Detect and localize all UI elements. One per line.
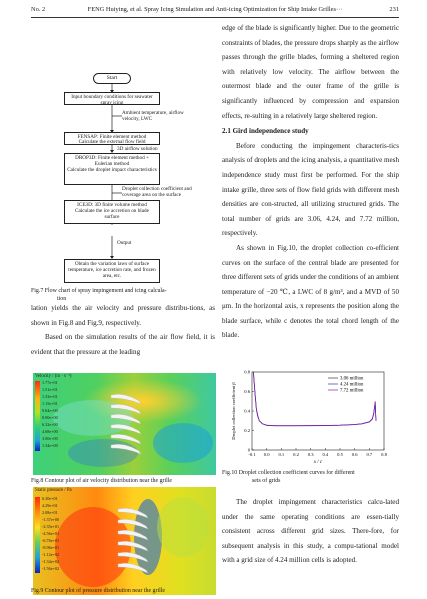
colorbar-level-label: -1.34e+02 (42, 559, 60, 564)
flowchart-note-conditions: Ambient temperature, airflow velocity, LWC (122, 110, 184, 123)
y-axis-label: Droplet collection coefficient β (231, 382, 236, 440)
fig9-colorbar-title: Static pressure / Pa (35, 488, 72, 493)
colorbar-level-label: 9.64e+00 (42, 408, 58, 413)
right-column-text-bottom (222, 495, 399, 568)
note3-line2: coverage area on the surface (122, 192, 182, 199)
fig10-legend (328, 377, 364, 394)
colorbar-level-label: 4.68e+00 (42, 429, 58, 434)
fig8-velocity-contour (33, 373, 216, 475)
colorbar-level-label: 1.77e+01 (42, 380, 58, 385)
plot-frame (252, 372, 384, 450)
ice3d-line1: ICE3D: 3D finite volume method (77, 202, 147, 208)
colorbar-level-label: 3.00e+00 (42, 436, 58, 441)
fig10-chart (224, 366, 392, 466)
left-column-text (31, 301, 215, 359)
colorbar-level-label: -1.56e+02 (42, 566, 60, 571)
legend-label: 7.72 million (340, 388, 364, 394)
fig9-caption: Fig.9 Contour plot of pressure distribution near the grille (31, 588, 165, 594)
page-number: 231 (389, 6, 399, 13)
fig9-pressure-contour (33, 487, 216, 595)
x-tick-label: 0.4 (322, 452, 329, 457)
flowchart-start: Start (93, 73, 131, 84)
legend-label: 3.06 million (340, 376, 364, 382)
fig8-contour-image (33, 373, 216, 475)
fig10-caption (222, 469, 399, 485)
drop3d-line3: Calculate the droplet impact characteristics (67, 167, 157, 174)
right-column-text-top (222, 21, 399, 343)
fensap-line2: Calculate the external flow field (78, 139, 146, 145)
x-tick-label: 0.6 (351, 452, 358, 457)
colorbar-level-label: 1.34e+00 (42, 443, 58, 448)
colorbar-level-label: 6.30e+01 (42, 496, 58, 501)
colorbar-level-label: 1.33e+01 (42, 394, 58, 399)
y-tick-label: 0 (247, 447, 250, 453)
flowchart-box-drop3d (64, 153, 160, 185)
colorbar-level-label: -4.56e+01 (42, 531, 60, 536)
colorbar-level-label: 1.15e+01 (42, 401, 58, 406)
fig8-caption: Fig.8 Contour plot of air velocity distribution near the grille (31, 478, 173, 484)
drop3d-line1: DROP3D: Finite element method + (75, 155, 149, 161)
fig10-caption-line1: Fig.10 Droplet collection coefficient curves for different (222, 470, 355, 476)
colorbar-level-label: 8.00e+00 (42, 415, 58, 420)
fig7-caption-line1: Fig.7 Flow chart of spray impingement and icing calcula- (31, 288, 167, 294)
x-axis-label: x / c (313, 460, 323, 465)
colorbar-level-label: -1.12e+02 (42, 552, 60, 557)
colorbar-level-label: 6.32e+00 (42, 422, 58, 427)
drop3d-line2: Eulerian method (94, 161, 130, 168)
running-title: FENG Huiying, et al. Spray Icing Simulation and Anti-icing Optimization for Ship Intake Grilles··· (87, 6, 343, 13)
flowchart-box-results: Obtain the variation laws of surface temperature, ice accretion rate, and frozen area, etc. (64, 259, 160, 283)
y-tick-label: 0.2 (244, 428, 250, 433)
colorbar-level-label: -1.37e+00 (42, 517, 60, 522)
colorbar-level-label: -6.76e+01 (42, 538, 60, 543)
fensap-line1: FENSAP: Finite element method (77, 134, 147, 140)
x-tick-label: 0.2 (293, 452, 299, 457)
fig9-contour-image (33, 487, 216, 595)
x-tick-label: -0.1 (248, 452, 256, 457)
colorbar-level-label: -2.35e+01 (42, 524, 60, 529)
left-paragraph-1: lation yields the air velocity and pressure distribu-tions, as shown in Fig.8 and Fig.9, respectively. (31, 304, 215, 327)
ice3d-line2: Calculate the ice accretion on blade surface (75, 208, 149, 221)
x-tick-label: 0.7 (366, 452, 373, 457)
x-tick-label: 0.1 (278, 452, 285, 457)
fig8-colorbar-title: Velocity / (m · s⁻¹) (35, 374, 72, 379)
colorbar-level-label: 2.08e+01 (42, 510, 58, 515)
x-tick-label: 0.5 (337, 452, 343, 457)
note3-line1: Droplet collection coefficient and (122, 186, 192, 192)
flowchart-note-droplet (122, 186, 218, 198)
fig7-caption-line2: tion (57, 296, 67, 303)
fig10-caption-line2: sets of grids (252, 478, 281, 485)
right-paragraph-4: The droplet impingement characteristics calcu-lated under the same operating conditions are essen-tially consistent across different grid sizes. There-fore, for subsequent analysis in this study, a compu-tational model with a grid size of 4.24 million cells is adopted. (222, 498, 399, 565)
left-paragraph-2: Based on the simulation results of the air flow field, it is evident that the pressure at the leading (31, 333, 215, 356)
right-paragraph-1: edge of the blade is significantly higher. Due to the geometric constraints of blades, the pressure drops sharply as the airflow passes through the grille blades, forming a sheltered region with relatively low velocity. The airflow between the outermost blade and the outer frame of the grille is significantly influenced by compression and expansion effects, re-sulting in a relatively large sheltered region. (222, 24, 399, 120)
colorbar-level-label: 1.51e+01 (42, 387, 58, 392)
flowchart-note-output: Output (117, 240, 132, 246)
x-tick-label: 0.3 (307, 452, 314, 457)
right-paragraph-3: As shown in Fig.10, the droplet collection co-efficient curves on the surface of the central blade are presented for three different sets of grids under the conditions of an ambient temperature of −20 ℃, a LWC of 8 g/m³, and a MVD of 50 μm. In the horizontal axis, x represents the position along the blade surface, while c denotes the total chord length of the blade. (222, 243, 399, 340)
x-tick-label: 0.8 (381, 452, 387, 457)
flowchart-note-airflow: 3D airflow solution (117, 146, 158, 152)
y-tick-label: 0.6 (244, 389, 250, 394)
colorbar-level-label: -8.96e+01 (42, 545, 60, 550)
x-tick-label: 0.0 (263, 452, 270, 457)
legend-label: 4.24 million (340, 382, 364, 388)
y-tick-label: 0.8 (244, 369, 250, 375)
flowchart-box-ice3d (64, 200, 160, 224)
issue-number: No. 2 (31, 6, 46, 13)
section-heading: 2.1 Gird independence study (222, 127, 309, 136)
right-paragraph-2: Before conducting the impingement characteris-tics analysis of droplets and the icing analysis, a quantitative mesh independence study must first be performed. For the ship intake grille, three sets of flow field grids with different mesh densities are con-structed, all utilizing structured grids. The total number of grids are 3.06, 4.24, and 7.72 million, respectively. (222, 141, 399, 238)
colorbar-level-label: 4.29e+01 (42, 503, 58, 508)
flowchart-box-input: Input boundary conditions for seawater spray icing (64, 92, 160, 105)
y-tick-label: 0.4 (244, 408, 250, 414)
